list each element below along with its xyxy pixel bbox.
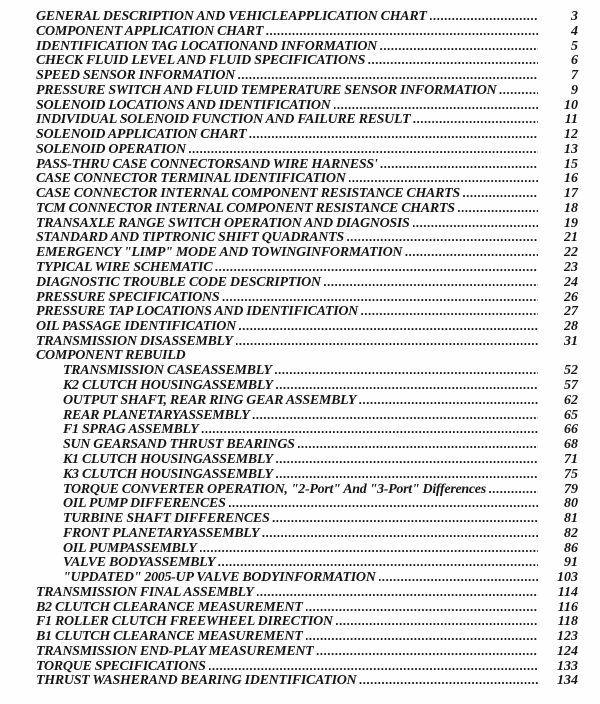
toc-entry-title: CASE CONNECTOR INTERNAL COMPONENT RESISTANCE CHARTS (36, 186, 460, 202)
dot-leader (262, 526, 538, 542)
toc-entry-title: SUN GEARSAND THRUST BEARINGS (63, 437, 295, 453)
toc-entry-title: TYPICAL WIRE SCHEMATIC (36, 260, 213, 276)
toc-entry-page: 3 (571, 9, 578, 24)
toc-entry-page: 7 (571, 68, 578, 84)
toc-entry (36, 570, 578, 585)
toc-entry (36, 600, 578, 615)
toc-entry (36, 526, 578, 541)
toc-entry (36, 349, 578, 364)
dot-leader (200, 541, 538, 557)
toc-entry-title: FRONT PLANETARYASSEMBLY (63, 525, 260, 541)
toc-entry-page: 81 (564, 511, 578, 527)
toc-entry-page: 80 (564, 496, 578, 512)
toc-entry-page: 71 (564, 451, 578, 467)
toc-entry (36, 644, 578, 659)
toc-entry-page: 24 (564, 274, 578, 290)
toc-entry (36, 24, 578, 39)
toc-entry-page: 65 (564, 407, 578, 423)
toc-entry-title: TRANSMISSION END-PLAY MEASUREMENT (36, 643, 314, 659)
toc-entry (36, 275, 578, 290)
toc-entry-title: COMPONENT APPLICATION CHART (36, 23, 264, 39)
toc-entry (36, 629, 578, 644)
toc-entry-page: 22 (564, 245, 578, 261)
dot-leader (272, 511, 538, 527)
dot-leader (499, 83, 538, 99)
dot-leader (222, 290, 538, 306)
toc-entry-page: 123 (557, 629, 578, 645)
toc-entry-page: 57 (564, 378, 578, 394)
toc-entry-title: PRESSURE SPECIFICATIONS (36, 289, 220, 305)
toc-entry-title: OUTPUT SHAFT, REAR RING GEAR ASSEMBLY (63, 392, 357, 408)
toc-entry-page: 15 (564, 156, 578, 172)
dot-leader (215, 260, 538, 276)
toc-entry-title: INDIVIDUAL SOLENOID FUNCTION AND FAILURE RESULT (36, 112, 411, 128)
toc-entry-page: 118 (557, 614, 578, 630)
toc-entry-title: REAR PLANETARYASSEMBLY (63, 407, 250, 423)
toc-entry (36, 422, 578, 437)
toc-entry-page: 10 (564, 97, 578, 113)
toc-entry (36, 290, 578, 305)
toc-entry (36, 171, 578, 186)
dot-leader (306, 600, 539, 616)
toc-entry-page: 23 (564, 260, 578, 276)
toc-entry (36, 68, 578, 83)
dot-leader (359, 673, 538, 689)
dot-leader (189, 142, 538, 158)
dot-leader (276, 452, 538, 468)
toc-entry (36, 142, 578, 157)
toc-entry (36, 53, 578, 68)
toc-entry (36, 98, 578, 113)
toc-entry-title: K3 CLUTCH HOUSINGASSEMBLY (63, 466, 273, 482)
toc-entry-page: 82 (564, 525, 578, 541)
toc-entry-title: TRANSMISSION FINAL ASSEMBLY (36, 584, 254, 600)
toc-entry-title: CASE CONNECTOR TERMINAL IDENTIFICATION (36, 171, 346, 187)
toc-entry (36, 496, 578, 511)
toc-entry-title: EMERGENCY "LIMP" MODE AND TOWINGINFORMATION (36, 245, 403, 261)
toc-entry (36, 378, 578, 393)
toc-entry-page: 75 (564, 466, 578, 482)
dot-leader (209, 659, 538, 675)
dot-leader (359, 393, 538, 409)
dot-leader (257, 585, 538, 601)
toc-entry (36, 304, 578, 319)
toc-entry (36, 467, 578, 482)
toc-entry-title: F1 ROLLER CLUTCH FREEWHEEL DIRECTION (36, 614, 333, 630)
toc-entry-title: SOLENOID OPERATION (36, 141, 186, 157)
toc-entry (36, 260, 578, 275)
toc-entry (36, 555, 578, 570)
toc-entry-title: TRANSAXLE RANGE SWITCH OPERATION AND DIAGNOSIS (36, 215, 410, 231)
dot-leader (275, 363, 538, 379)
toc-entry-page: 31 (564, 333, 578, 349)
toc-entry-page: 28 (564, 319, 578, 335)
dot-leader (276, 467, 538, 483)
toc-entry (36, 659, 578, 674)
toc-entry-title: SOLENOID APPLICATION CHART (36, 127, 247, 143)
toc-entry-page: 103 (557, 570, 578, 586)
toc-entry-title: VALVE BODYASSEMBLY (63, 555, 216, 571)
toc-entry-page: 17 (564, 186, 578, 202)
dot-leader (463, 186, 538, 202)
toc-entry-title: IDENTIFICATION TAG LOCATIONAND INFORMATION (36, 38, 377, 54)
toc-entry-title: STANDARD AND TIPTRONIC SHIFT QUADRANTS (36, 230, 344, 246)
toc-entry (36, 363, 578, 378)
dot-leader (266, 24, 538, 40)
toc-entry-title: OIL PUMP DIFFERENCES (63, 496, 226, 512)
toc-entry-page: 11 (564, 112, 578, 128)
dot-leader (413, 112, 538, 128)
toc-entry-page: 13 (564, 141, 578, 157)
dot-leader (238, 68, 538, 84)
dot-leader (458, 201, 538, 217)
dot-leader (249, 127, 538, 143)
toc-entry (36, 245, 578, 260)
toc-entry (36, 9, 578, 24)
toc-entry (36, 541, 578, 556)
toc-entry-page: 91 (564, 555, 578, 571)
toc-entry-title: TRANSMISSION CASEASSEMBLY (63, 363, 272, 379)
dot-leader (347, 230, 538, 246)
toc-entry-page: 66 (564, 422, 578, 438)
dot-leader (324, 275, 538, 291)
toc-entry-page: 68 (564, 437, 578, 453)
toc-entry (36, 408, 578, 423)
toc-entry-page: 26 (564, 289, 578, 305)
toc-entry-title: PRESSURE SWITCH AND FLUID TEMPERATURE SENSOR INFORMATION (36, 82, 497, 98)
dot-leader (306, 629, 539, 645)
toc-entry (36, 127, 578, 142)
toc-entry (36, 201, 578, 216)
dot-leader (380, 39, 538, 55)
toc-entry-title: SOLENOID LOCATIONS AND IDENTIFICATION (36, 97, 331, 113)
toc-entry-page: 12 (564, 127, 578, 143)
dot-leader (413, 216, 539, 232)
toc-entry-title: "UPDATED" 2005-UP VALVE BODYINFORMATION (63, 570, 376, 586)
dot-leader (298, 437, 538, 453)
toc-entry-page: 5 (571, 38, 578, 54)
toc-entry-page: 19 (564, 215, 578, 231)
toc-entry-title: F1 SPRAG ASSEMBLY (63, 422, 199, 438)
toc-entry-page: 62 (564, 392, 578, 408)
toc-entry-title: TORQUE CONVERTER OPERATION, "2-Port" And "3-Port" Differences (63, 481, 486, 497)
toc-entry-title: OIL PUMPASSEMBLY (63, 540, 197, 556)
toc-entry-title: CHECK FLUID LEVEL AND FLUID SPECIFICATIONS (36, 53, 366, 69)
toc-entry-title: TCM CONNECTOR INTERNAL COMPONENT RESISTANCE CHARTS (36, 200, 455, 216)
toc-entry-page: 116 (557, 599, 578, 615)
toc-entry-title: K2 CLUTCH HOUSINGASSEMBLY (63, 378, 273, 394)
toc-entry (36, 230, 578, 245)
toc-entry-title: GENERAL DESCRIPTION AND VEHICLEAPPLICATION CHART (36, 9, 427, 24)
toc-entry-page: 79 (564, 481, 578, 497)
toc-entry-title: THRUST WASHERAND BEARING IDENTIFICATION (36, 673, 357, 689)
toc-entry-page: 6 (571, 53, 578, 69)
toc-entry (36, 482, 578, 497)
toc-entry-title: TORQUE SPECIFICATIONS (36, 658, 206, 674)
toc-entry-title: PRESSURE TAP LOCATIONS AND IDENTIFICATION (36, 304, 358, 320)
dot-leader (336, 614, 538, 630)
dot-leader (361, 304, 538, 320)
toc-entry-title: B2 CLUTCH CLEARANCE MEASUREMENT (36, 599, 303, 615)
toc-entry (36, 673, 578, 688)
toc-entry (36, 39, 578, 54)
toc-entry (36, 83, 578, 98)
toc-entry-page: 114 (557, 584, 578, 600)
toc-entry (36, 112, 578, 127)
dot-leader (218, 555, 538, 571)
toc-entry-page: 16 (564, 171, 578, 187)
toc-entry-page: 18 (564, 200, 578, 216)
toc-entry (36, 319, 578, 334)
toc-entry-page: 124 (557, 643, 578, 659)
dot-leader (236, 334, 538, 350)
toc-entry-title: COMPONENT REBUILD (36, 347, 186, 363)
toc-entry (36, 511, 578, 526)
toc-entry-page: 27 (564, 304, 578, 320)
dot-leader (380, 157, 538, 173)
toc-entry-title: PASS-THRU CASE CONNECTORSAND WIRE HARNESS' (36, 156, 378, 172)
toc-entry-page: 9 (571, 82, 578, 98)
dot-leader (349, 171, 538, 187)
toc-entry-title: TURBINE SHAFT DIFFERENCES (63, 511, 270, 527)
toc-entry (36, 216, 578, 231)
toc-entry (36, 334, 578, 349)
toc-entry (36, 437, 578, 452)
toc-entry (36, 614, 578, 629)
toc-entry-page: 133 (557, 658, 578, 674)
toc-entry-page: 86 (564, 540, 578, 556)
toc-list (36, 9, 578, 688)
toc-entry-title: K1 CLUTCH HOUSINGASSEMBLY (63, 451, 273, 467)
toc-entry-title: TRANSMISSION DISASSEMBLY (36, 333, 233, 349)
toc-entry-page: 4 (571, 23, 578, 39)
toc-entry-page: 134 (557, 673, 578, 689)
toc-entry-title: DIAGNOSTIC TROUBLE CODE DESCRIPTION (36, 274, 321, 290)
dot-leader (368, 53, 538, 69)
toc-entry-page: 21 (564, 230, 578, 246)
toc-entry (36, 393, 578, 408)
toc-entry-title: B1 CLUTCH CLEARANCE MEASUREMENT (36, 629, 303, 645)
toc-entry (36, 452, 578, 467)
dot-leader (229, 496, 538, 512)
dot-leader (239, 319, 538, 335)
dot-leader (252, 408, 538, 424)
dot-leader (276, 378, 538, 394)
dot-leader (316, 644, 538, 660)
dot-leader (430, 9, 538, 25)
dot-leader (201, 422, 538, 438)
dot-leader (489, 482, 538, 498)
toc-entry-title: SPEED SENSOR INFORMATION (36, 68, 235, 84)
toc-entry (36, 585, 578, 600)
dot-leader (379, 570, 538, 586)
toc-entry-page: 52 (564, 363, 578, 379)
toc-entry (36, 157, 578, 172)
dot-leader (334, 98, 539, 114)
toc-entry (36, 186, 578, 201)
dot-leader (405, 245, 538, 261)
toc-entry-title: OIL PASSAGE IDENTIFICATION (36, 319, 236, 335)
